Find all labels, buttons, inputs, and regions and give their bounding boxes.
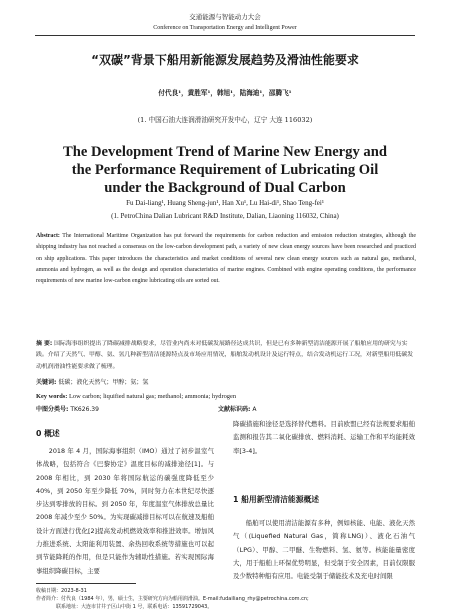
clc-value: TK626.39	[70, 406, 99, 413]
paper-title-en-line2: the Performance Requirement of Lubricating Oil	[71, 162, 379, 178]
keywords-cn-text: 低碳；液化天然气；甲醇；氨；氢	[58, 379, 149, 386]
clc-number	[36, 405, 99, 414]
section-heading-overview: 0 概述	[36, 429, 60, 438]
paragraph-clean-energy: 船舶可以使用清洁能源有多种，例如核能、电能、液化天然气（(Liquefied Natural Gas，简称LNG)）、液化石油气（LPG）、甲醇、二甲醚、生物燃料、氢、氨等。核能能量密度大，用于船舶上环保优势明显，但受制于安全因素，目前仅限服及少数特种船有应用。电能受制于储能技术及充电时间限	[233, 519, 415, 581]
doc-label: 文献标识码:	[218, 406, 251, 413]
keywords-en	[36, 392, 416, 401]
keywords-cn-label: 关键词:	[36, 379, 57, 386]
footnote-received: 收稿日期：2023-8-31	[36, 588, 87, 594]
header-divider	[35, 35, 415, 36]
section-heading-clean-energy: 1 船用新型清洁能源概述	[233, 495, 320, 504]
body-column-right-bottom	[233, 517, 415, 583]
abstract-cn-text: 国际海事组织提出了降碳减排战略要求，尽管业内尚未对低碳发展路径达成共识，但是已有多种新型清洁能源开展了船舶应用的研究与实践。介绍了天然气、甲醇、氨、氢几种新型清洁能源特点及市场应用情况，船舶发动机设计及运行特点，结合发动机运行工况，对新型船用低碳发动机润滑油性能要求做了梳理。	[36, 341, 413, 370]
paragraph-overview: 2018 年 4 月，国际海事组织（IMO）通过了初步温室气体战略，包括符合《巴黎协定》温度目标的减排途径[1]。与 2008 年相比，到 2030 年将国际航运的碳强度降低至少 40%，到 2050 年至少降低 70%，同时努力在本世纪尽快逐步达到零排放的目标。到 2050 年，年度温室气体排放总量比 2008 年减少至少 50%。为实现碳减排目标可以在航速及船舶设计方面进行优化[2]提高发动机燃效效率和推进效率。增加风力推进系统、太阳能利用装置、余热回收系统等措施也可以起到节能降耗的作用，但是只能作为辅助性措施。若实现国际海事组织降碳目标，主要	[36, 447, 214, 575]
abstract-cn-label: 摘 要:	[36, 341, 53, 347]
affiliation-cn: (1. 中国石油大连润滑油研究开发中心，辽宁 大连 116032)	[137, 116, 313, 124]
body-column-left	[36, 445, 214, 578]
paragraph-continued: 降碳措施和途径是选择替代燃料。目前欧盟已经有法规要求船舶监测和报告其二氧化碳排放、燃料消耗、运输工作和平均能耗效率[3-4]。	[233, 420, 415, 455]
footnote-contact: 联系地址：大连市甘井子区山中街 1 号，联系电话：13591729043。	[56, 604, 213, 610]
authors-en: Fu Dai-liang¹, Huang Sheng-jun¹, Han Xu¹, Lu Hai-di¹, Shao Teng-fei¹	[126, 199, 324, 207]
footnote-divider	[36, 583, 136, 584]
abstract-cn	[36, 339, 416, 373]
keywords-cn	[36, 378, 416, 387]
authors-cn: 付代良¹，黄胜军¹，韩旭¹，陆海迪¹，邵腾飞¹	[158, 89, 292, 97]
abstract-en	[36, 231, 416, 287]
paper-title-en-line3: under the Background of Dual Carbon	[104, 180, 346, 196]
body-column-right-top	[233, 418, 415, 458]
paper-title-en	[0, 143, 450, 197]
abstract-en-text: The International Maritime Organization has put forward the requirements for carbon reduction and emission reduction strategies, although the shipping industry has not reached a consensus on the low-carbon development path, a variety of new clean energy sources have been researched and practiced on ship applications. This paper introduces the characteristics and market conditions of several new clean energy sources such as natural gas, methanol, ammonia and hydrogen, as well as the design and operation characteristics of marine engines. Combined with engine operating conditions, the performance requirements of new marine low-carbon engine lubricating oils are sorted out.	[36, 233, 416, 285]
footnote-author: 作者简介：付代良（1984 年），男，硕士生，主要研究方向为船用润滑油。E-mail:fudailiang_rhy@petrochina.com.cn;	[36, 596, 309, 602]
keywords-en-text: Low carbon; liquified natural gas; methanol; ammonia; hydrogen	[69, 393, 237, 400]
keywords-en-label: Key words:	[36, 393, 68, 400]
paper-title-en-line1: The Development Trend of Marine New Energy and	[63, 144, 387, 160]
abstract-en-label: Abstract:	[36, 233, 60, 239]
clc-label: 中图分类号:	[36, 406, 69, 413]
document-code	[218, 405, 256, 414]
doc-value: A	[252, 406, 257, 413]
affiliation-en: (1. PetroChina Dalian Lubricant R&D Institute, Dalian, Liaoning 116032, China)	[111, 212, 339, 220]
paper-title-cn: “双碳”背景下船用新能源发展趋势及滑油性能要求	[91, 53, 359, 67]
journal-header-en: Conference on Transportation Energy and Intelligent Power	[153, 25, 297, 31]
journal-header-cn: 交通能源与智能动力大会	[189, 13, 261, 21]
